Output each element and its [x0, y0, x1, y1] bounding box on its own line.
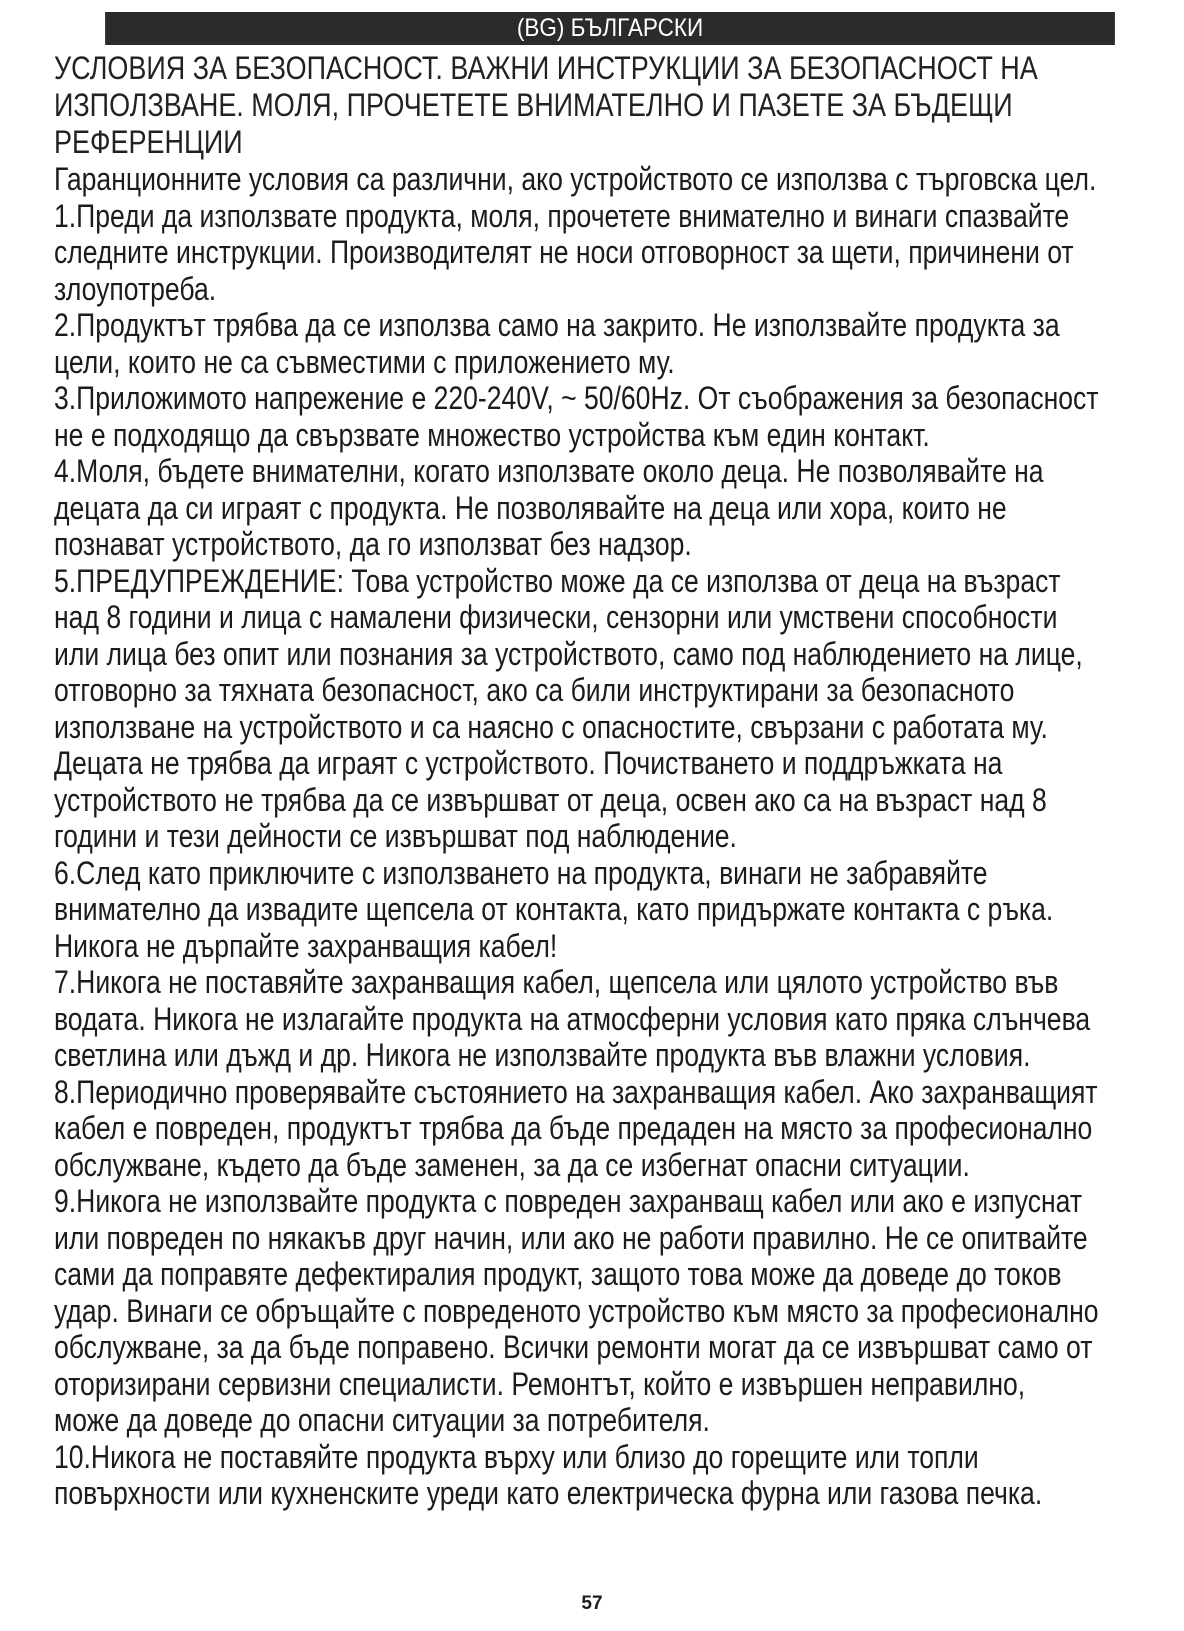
instruction-item-4: 4.Моля, бъдете внимателни, когато използвате около деца. Не позволявайте на децата да си играят с продукта. Не позволявайте на деца или хора, които не познават устройството, да го използват без надзор.: [54, 453, 1044, 562]
page-title: УСЛОВИЯ ЗА БЕЗОПАСНОСТ. ВАЖНИ ИНСТРУКЦИИ ЗА БЕЗОПАСНОСТ НА ИЗПОЛЗВАНЕ. МОЛЯ, ПРОЧЕТЕТЕ ВНИМАТЕЛНО И ПАЗЕТЕ ЗА БЪДЕЩИ РЕФЕРЕНЦИИ: [54, 50, 1038, 160]
instruction-item-6: 6.След като приключите с използването на продукта, винаги не забравяйте внимателно да извадите щепсела от контакта, като придържате контакта с ръка. Никога не дърпайте захранващия кабел!: [54, 854, 1054, 964]
instruction-item-8: 8.Периодично проверявайте състоянието на захранващия кабел. Ако захранващият кабел е повреден, продуктът трябва да бъде предаден на място за професионално обслужване, където да бъде заменен, за да се избегнат опасни ситуации.: [54, 1073, 1098, 1183]
instruction-item-9: 9.Никога не използвайте продукта с повреден захранващ кабел или ако е изпуснат или повреден по някакъв друг начин, или ако не работи правилно. Не се опитвайте сами да поправяте дефектиралия продукт, защото това може да доведе до токов удар. Винаги се обръщайте с повреденото устройство към място за професионално обслужване, за да бъде поправено. Всички ремонти могат да се извършват само от оторизирани сервизни специалисти. Ремонтът, който е извършен неправилно, може да доведе до опасни ситуации за потребителя.: [54, 1183, 1099, 1438]
instruction-item-1: 1.Преди да използвате продукта, моля, прочетете внимателно и винаги спазвайте следните инструкции. Производителят не носи отговорност за щети, причинени от злоупотреба.: [54, 197, 1074, 307]
page-number: 57: [581, 1593, 603, 1614]
instruction-item-3: 3.Приложимото напрежение е 220-240V, ~ 50/60Hz. От съображения за безопасност не е подходящо да свързвате множество устройства към един контакт.: [54, 380, 1099, 453]
document-body: [54, 50, 1184, 1512]
language-header: [105, 12, 1115, 45]
warranty-note: Гаранционните условия са различни, ако устройството се използва с търговска цел.: [54, 161, 1097, 197]
instruction-item-5: 5.ПРЕДУПРЕЖДЕНИЕ: Това устройство може да се използва от деца на възраст над 8 години и лица с намалени физически, сензорни или умствени способности или лица без опит или познания за устройството, само под наблюдението на лице, отговорно за тяхната безопасност, ако са били инструктирани за безопасното използване на устройството и са наясно с опасностите, свързани с работата му. Децата не трябва да играят с устройството. Почистването и поддръжката на устройството не трябва да се извършват от деца, освен ако са на възраст над 8 години и тези дейности се извършват под наблюдение.: [54, 562, 1083, 854]
instruction-item-2: 2.Продуктът трябва да се използва само на закрито. Не използвайте продукта за цели, които не са съвместими с приложението му.: [54, 307, 1060, 380]
instruction-item-10: 10.Никога не поставяйте продукта върху или близо до горещите или топли повърхности или кухненските уреди като електрическа фурна или газова печка.: [54, 1438, 1043, 1511]
language-label: (BG) БЪЛГАРСКИ: [516, 14, 704, 42]
instruction-item-7: 7.Никога не поставяйте захранващия кабел, щепсела или цялото устройство във водата. Никога не излагайте продукта на атмосферни условия като пряка слънчева светлина или дъжд и др. Никога не използвайте продукта във влажни условия.: [54, 964, 1091, 1073]
